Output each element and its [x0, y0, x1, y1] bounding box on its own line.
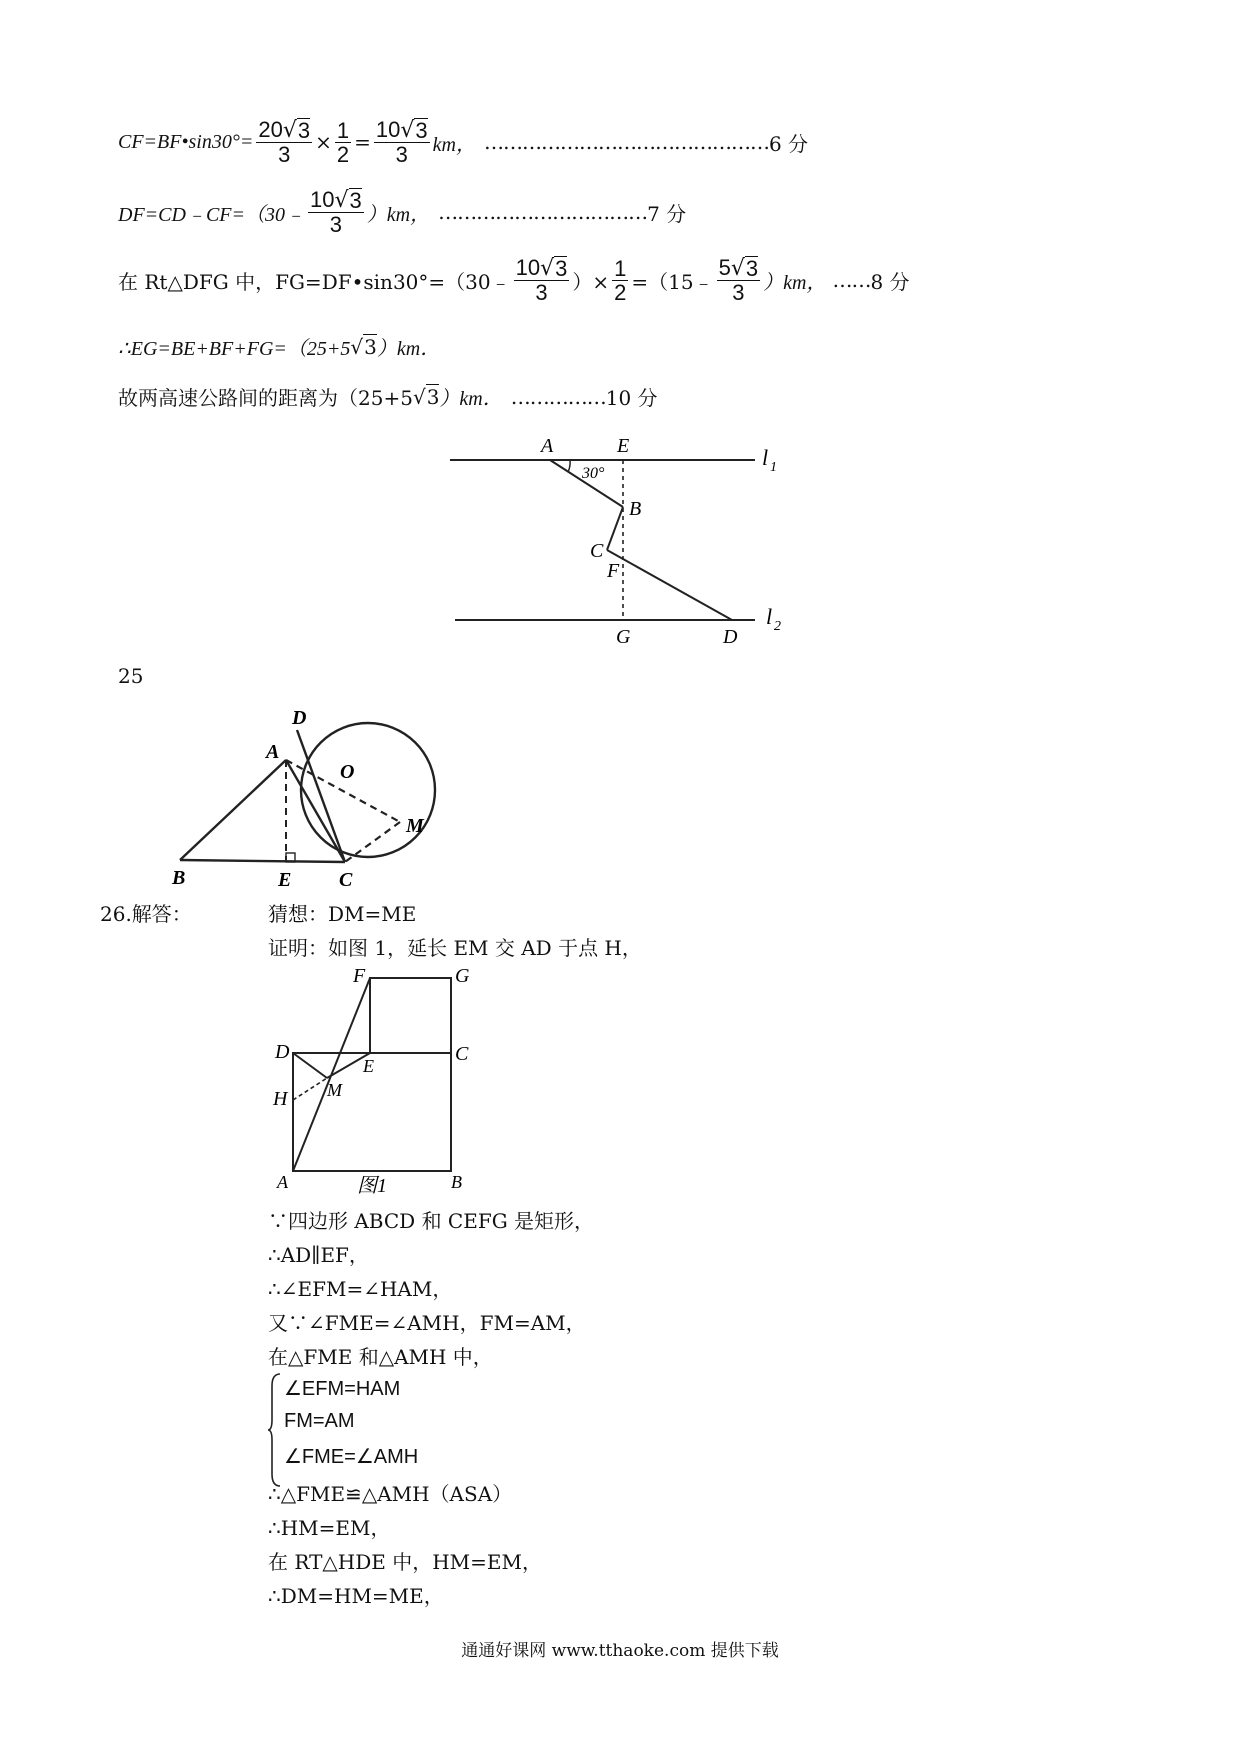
fraction-10root3-over-3: 10 √ 3 3	[310, 187, 362, 238]
label-C: C	[590, 540, 604, 562]
label-G: G	[455, 965, 470, 987]
label-angle-30: 30°	[582, 465, 605, 482]
label-M: M	[406, 815, 424, 837]
q24-line-3: 在 Rt△DFG 中，FG=DF•sin30°=（30﹣ 10 √ 3 3 ）× $\frac{1}{2}$ =（15﹣ 5 √ 3 3 ）km， …… 8 分	[118, 255, 910, 306]
fraction-10root3-over-3: 10 √ 3 3	[375, 117, 428, 168]
label-F: F	[607, 560, 620, 582]
label-B: B	[629, 498, 642, 520]
label-B: B	[451, 1172, 462, 1192]
q26-proof-intro: 证明：如图 1，延长 EM 交 AD 于点 H，	[268, 936, 642, 960]
label-A: A	[266, 741, 280, 763]
label-F: F	[353, 965, 366, 987]
label-l2: l	[766, 604, 773, 629]
sqrt-3: √ 3	[412, 385, 440, 409]
score-7: 7 分	[647, 201, 687, 226]
q26-step-5: 在△FME 和△AMH 中，	[268, 1345, 493, 1369]
label-D: D	[292, 707, 307, 729]
q26-step-4: 又∵∠FME=∠AMH，FM=AM，	[268, 1311, 586, 1335]
fraction-20root3-over-3: 20 √ 3 3	[258, 117, 311, 168]
fraction-10root3-over-3: 10 √ 3 3	[515, 255, 568, 306]
q24-line-2: DF=CD﹣CF=（30﹣ 10 √ 3 3 ）km， …………………………… 7 分	[118, 187, 687, 238]
q26-conclusion-2: ∴HM=EM，	[268, 1516, 391, 1540]
system-eq-3: ∠FME=∠AMH	[284, 1446, 419, 1468]
score-10: 10 分	[605, 386, 658, 410]
figure-caption: 图1	[357, 1175, 387, 1197]
label-M: M	[327, 1080, 342, 1100]
label-l2-sub: 2	[774, 619, 781, 634]
score-8: 8 分	[870, 269, 910, 294]
label-G: G	[616, 626, 631, 645]
q26-conclusion-4: ∴DM=HM=ME，	[268, 1584, 444, 1608]
fraction-1-over-2: $\frac{1}{2}$	[614, 255, 627, 305]
label-H: H	[273, 1088, 288, 1110]
q24-line-5: 故两高速公路间的距离为（25+5 √ 3 ）km． …………… 10 分	[118, 382, 658, 411]
q25-circle-figure	[160, 700, 440, 895]
label-A: A	[541, 435, 554, 457]
score-6: 6 分	[768, 131, 809, 156]
label-l1-sub: 1	[770, 460, 777, 475]
q26-number: 26.解答：	[100, 902, 192, 926]
label-B: B	[172, 867, 186, 889]
label-l1: l	[762, 445, 769, 470]
q24-line-1: CF=BF•sin30°= 20 √ 3 3 × $\frac{1}{2}$ = 10 √ 3 3 km， ……………………………………… 6 分	[118, 117, 809, 168]
q26-step-2: ∴AD∥EF，	[268, 1243, 369, 1267]
q26-conclusion-3: 在 RT△HDE 中，HM=EM，	[268, 1550, 542, 1574]
page-footer: 通通好课网 www.tthaoke.com 提供下载	[461, 1641, 779, 1661]
q26-conclusion-1: ∴△FME≌△AMH（ASA）	[268, 1482, 513, 1506]
label-E: E	[617, 435, 630, 457]
q25-number: 25	[118, 664, 144, 688]
q26-step-1: ∵四边形 ABCD 和 CEFG 是矩形，	[268, 1209, 595, 1233]
label-C: C	[455, 1043, 469, 1065]
fraction-1-over-2: $\frac{1}{2}$	[336, 117, 350, 167]
label-C: C	[339, 869, 353, 891]
q26-figure-1	[265, 960, 505, 1200]
sqrt-3: √ 3	[350, 335, 377, 359]
label-D: D	[275, 1041, 290, 1063]
cf-lhs: CF=BF•sin30°=	[118, 130, 254, 153]
fraction-5root3-over-3: 5 √ 3 3	[718, 255, 759, 306]
system-eq-1: ∠EFM=HAM	[284, 1378, 401, 1400]
q24-highway-figure	[440, 425, 800, 645]
label-E: E	[363, 1056, 374, 1076]
q26-step-3: ∴∠EFM=∠HAM，	[268, 1277, 453, 1301]
q24-line-4: ∴EG=BE+BF+FG=（25+5 √ 3 ）km．	[118, 335, 441, 360]
q26-guess: 猜想：DM=ME	[268, 902, 417, 926]
label-A: A	[277, 1172, 288, 1192]
system-eq-2: FM=AM	[284, 1410, 355, 1432]
label-D: D	[723, 626, 738, 645]
system-brace	[268, 1372, 282, 1488]
label-O: O	[340, 761, 355, 783]
label-E: E	[278, 869, 292, 891]
